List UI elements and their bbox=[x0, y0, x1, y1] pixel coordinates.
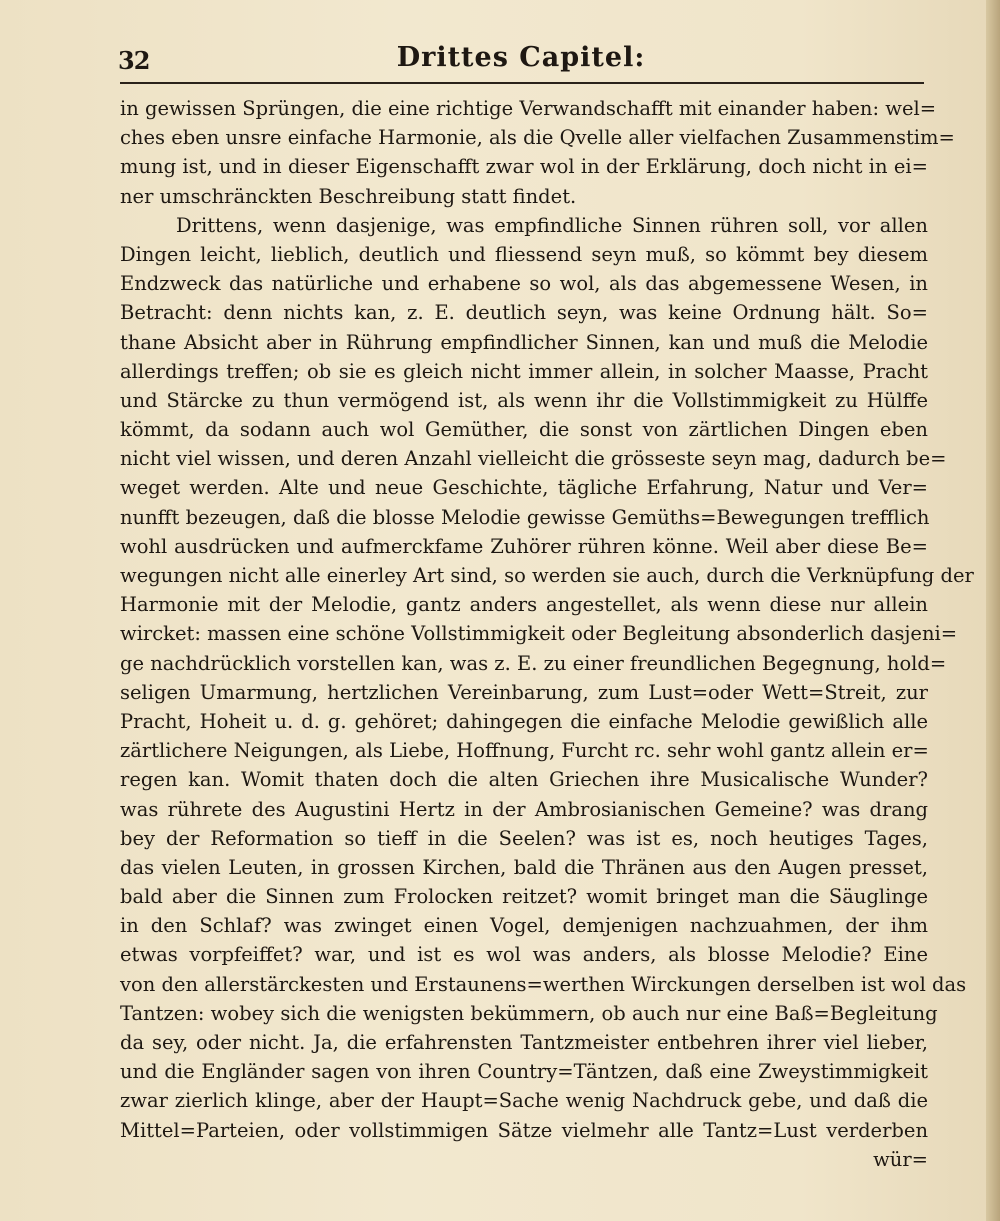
text-line: wohl ausdrücken und aufmerckfame Zuhörer rühren könne. Weil aber diese Be= bbox=[120, 534, 928, 558]
header-rule bbox=[120, 82, 924, 84]
text-line: Betracht: denn nichts kan, z. E. deutlich seyn, was keine Ordnung hält. So= bbox=[120, 301, 928, 325]
text-line: was rührete des Augustini Hertz in der Ambrosianischen Gemeine? was drang bbox=[120, 797, 928, 821]
text-line: Pracht, Hoheit u. d. g. gehöret; dahingegen die einfache Melodie gewißlich alle bbox=[120, 709, 928, 733]
text-line: von den allerstärckesten und Erstaunens=werthen Wirckungen derselben ist wol das bbox=[120, 972, 967, 996]
text-line: in den Schlaf? was zwinget einen Vogel, demjenigen nachzuahmen, der ihm bbox=[120, 914, 928, 938]
text-line: Endzweck das natürliche und erhabene so wol, als das abgemessene Wesen, in bbox=[120, 272, 928, 296]
catchword: wür= bbox=[873, 1147, 928, 1171]
text-line: mung ist, und in dieser Eigenschafft zwar wol in der Erklärung, doch nicht in ei= bbox=[120, 155, 928, 179]
text-line: Mittel=Parteien, oder vollstimmigen Sätze vielmehr alle Tantz=Lust verderben bbox=[120, 1118, 928, 1142]
text-line: und Stärcke zu thun vermögend ist, als wenn ihr die Vollstimmigkeit zu Hülffe bbox=[120, 388, 928, 412]
text-line: in gewissen Sprüngen, die eine richtige Verwandschafft mit einander haben: wel= bbox=[120, 97, 937, 120]
text-line: allerdings treffen; ob sie es gleich nicht immer allein, in solcher Maasse, Pracht bbox=[120, 359, 928, 383]
text-line: wircket: massen eine schöne Vollstimmigkeit oder Begleitung absonderlich dasjeni= bbox=[120, 622, 958, 646]
text-line: und die Engländer sagen von ihren Country=Täntzen, daß eine Zweystimmigkeit bbox=[120, 1060, 928, 1084]
text-line: nicht viel wissen, und deren Anzahl vielleicht die grösseste seyn mag, dadurch be= bbox=[120, 447, 947, 471]
page-edge bbox=[986, 0, 1000, 1221]
text-line: thane Absicht aber in Rührung empfindlicher Sinnen, kan und muß die Melodie bbox=[120, 330, 928, 354]
text-line: das vielen Leuten, in grossen Kirchen, bald die Thränen aus den Augen presset, bbox=[120, 855, 928, 879]
text-line: ge nachdrücklich vorstellen kan, was z. E. zu einer freundlichen Begegnung, hold= bbox=[120, 651, 947, 675]
text-line: Tantzen: wobey sich die wenigsten bekümmern, ob auch nur eine Baß=Begleitung bbox=[120, 1001, 938, 1025]
text-line: weget werden. Alte und neue Geschichte, tägliche Erfahrung, Natur und Ver= bbox=[120, 476, 928, 500]
text-line: ches eben unsre einfache Harmonie, als die Qvelle aller vielfachen Zusammenstim= bbox=[120, 126, 955, 150]
running-head: Drittes Capitel: bbox=[396, 42, 646, 73]
text-line: zwar zierlich klinge, aber der Haupt=Sache wenig Nachdruck gebe, und daß die bbox=[120, 1089, 928, 1113]
paragraph-start-line: Drittens, wenn dasjenige, was empfindliche Sinnen rühren soll, vor allen bbox=[176, 213, 928, 237]
text-line: etwas vorpfeiffet? war, und ist es wol was anders, als blosse Melodie? Eine bbox=[120, 943, 928, 967]
text-line: da sey, oder nicht. Ja, die erfahrensten Tantzmeister entbehren ihrer viel lieber, bbox=[120, 1031, 928, 1054]
text-line: bald aber die Sinnen zum Frolocken reitzet? womit bringet man die Säuglinge bbox=[120, 885, 928, 909]
text-line: nunfft bezeugen, daß die blosse Melodie gewisse Gemüths=Bewegungen trefflich bbox=[120, 505, 930, 529]
page-number: 32 bbox=[118, 46, 150, 75]
text-line: wegungen nicht alle einerley Art sind, so werden sie auch, durch die Verknüpfung der bbox=[120, 564, 974, 587]
text-line: zärtlichere Neigungen, als Liebe, Hoffnung, Furcht rc. sehr wohl gantz allein er= bbox=[120, 739, 929, 763]
text-line: bey der Reformation so tieff in die Seelen? was ist es, noch heutiges Tages, bbox=[120, 826, 928, 850]
text-line: Dingen leicht, lieblich, deutlich und fliessend seyn muß, so kömmt bey diesem bbox=[120, 242, 928, 266]
text-line: seligen Umarmung, hertzlichen Vereinbarung, zum Lust=oder Wett=Streit, zur bbox=[120, 680, 928, 704]
body-text bbox=[120, 94, 974, 1174]
text-line: Harmonie mit der Melodie, gantz anders angestellet, als wenn diese nur allein bbox=[120, 593, 928, 617]
text-line: ner umschränckten Beschreibung statt findet. bbox=[120, 184, 577, 208]
page-header bbox=[118, 38, 924, 78]
text-line: regen kan. Womit thaten doch die alten Griechen ihre Musicalische Wunder? bbox=[120, 768, 928, 792]
text-line: kömmt, da sodann auch wol Gemüther, die sonst von zärtlichen Dingen eben bbox=[120, 418, 928, 442]
